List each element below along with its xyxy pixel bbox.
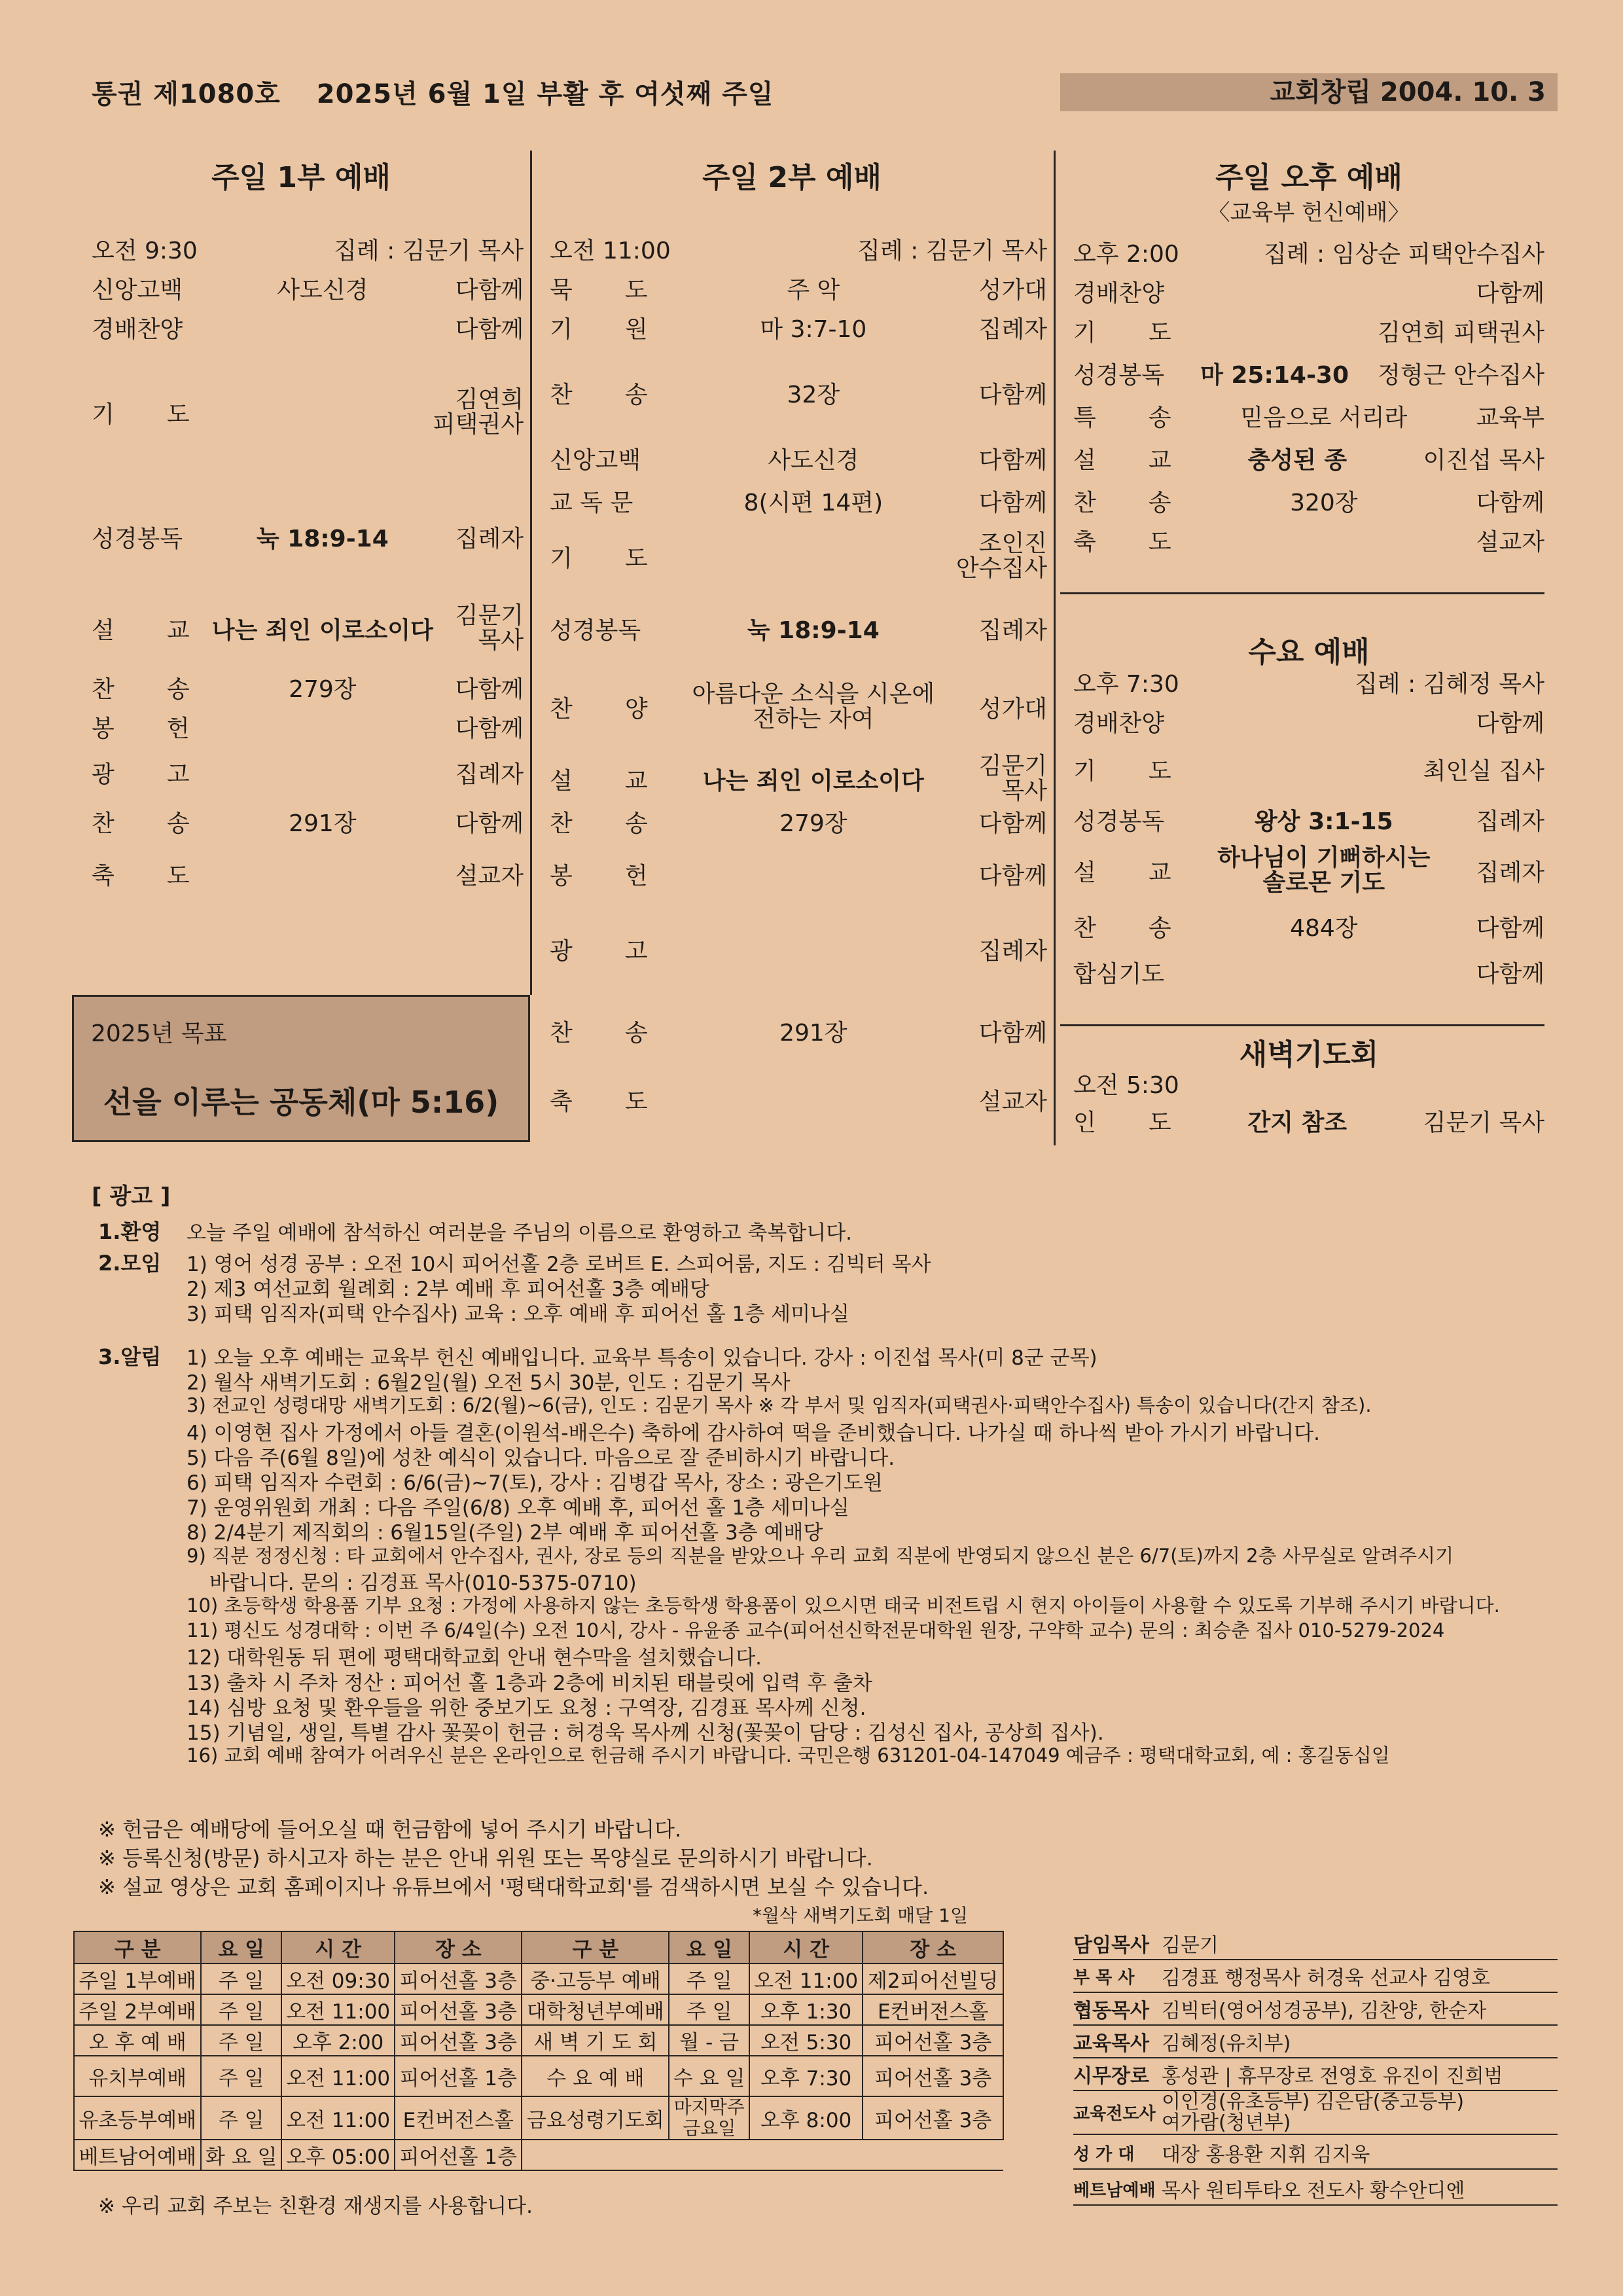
dawn-value: 간지 참조 <box>1247 1109 1347 1136</box>
service2-row-label: 기 도 <box>550 545 648 572</box>
notice-item: 15) 기념일, 생일, 특별 감사 꽃꽂이 헌금 : 허경욱 목사께 신청(꽃꽂이 담당 : 김성신 집사, 공상희 집사). <box>187 1721 1104 1745</box>
service2-row-label: 찬 송 <box>550 381 648 408</box>
column-divider-2 <box>1054 151 1056 1145</box>
service2-row <box>550 308 1047 347</box>
notice-item: 11) 평신도 성경대학 : 이번 주 6/4일(수) 오전 10시, 강사 - 유윤종 교수(피어선신학전문대학원 원장, 구약학 교수) 문의 : 최승춘 집사 010-5279-2024 <box>187 1619 1445 1642</box>
goal-text: 선을 이루는 공동체(마 5:16) <box>103 1085 499 1120</box>
service2-row-label: 설 교 <box>550 767 648 795</box>
service3-row <box>1073 396 1544 435</box>
staff-names: 김문기 <box>1162 1934 1219 1957</box>
wednesday-row-label: 성경봉독 <box>1073 808 1165 835</box>
service3-row <box>1073 481 1544 520</box>
schedule-cell: 오전 11:00 <box>281 1994 395 2025</box>
schedule-cell: 주일 1부예배 <box>74 1964 201 1994</box>
schedule-cell: E컨버전스홀 <box>395 2096 522 2140</box>
service2-title: 주일 2부 예배 <box>702 161 882 194</box>
service1-row-person: 김문기 목사 <box>455 602 524 654</box>
service1-row-label: 신앙고백 <box>92 276 183 304</box>
wednesday-row-content: 왕상 3:1-15 <box>1255 808 1393 835</box>
notice-item: 12) 대학원동 뒤 편에 평택대학교회 안내 현수막을 설치했습니다. <box>187 1646 762 1670</box>
column-divider-1 <box>530 151 532 995</box>
service3-row-person: 정형근 안수집사 <box>1378 361 1544 389</box>
schedule-cell: 오전 5:30 <box>749 2025 863 2056</box>
service3-row <box>1073 353 1544 393</box>
service1-row-person: 다함께 <box>455 810 524 837</box>
service2-row-content: 291장 <box>779 1019 847 1047</box>
dawn-title: 새벽기도회 <box>1239 1038 1379 1071</box>
schedule-note: *월삭 새벽기도회 매달 1일 <box>753 1905 968 1926</box>
service1-row-content: 나는 죄인 이로소이다 <box>211 617 433 644</box>
service2-row-person: 성가대 <box>978 695 1047 723</box>
schedule-header-cell: 요 일 <box>669 1931 749 1964</box>
schedule-cell: 마지막주 금요일 <box>669 2096 749 2140</box>
notice-item: 10) 초등학생 학용품 기부 요청 : 가정에 사용하지 않는 초등학생 학용품이 있으시면 태국 비전트립 시 현지 아이들이 사용할 수 있도록 기부해 주시기 바랍니다. <box>187 1594 1500 1617</box>
notice-item: 6) 피택 임직자 수련회 : 6/6(금)~7(토), 강사 : 김병갑 목사, 장소 : 광은기도원 <box>187 1471 883 1495</box>
dawn-label: 인 도 <box>1073 1109 1171 1136</box>
service1-row <box>92 386 524 438</box>
notice-item: 13) 출차 시 주차 정산 : 피어선 홀 1층과 2층에 비치된 태블릿에 입력 후 출차 <box>187 1671 872 1695</box>
wednesday-row-content: 하나님이 기뻐하시는 솔로몬 기도 <box>1217 844 1431 896</box>
staff-names: 홍성관 | 휴무장로 전영호 유진이 진희범 <box>1162 2065 1503 2088</box>
dawn-time: 오전 5:30 <box>1073 1071 1179 1099</box>
notice-item: 2) 월삭 새벽기도회 : 6월2일(월) 오전 5시 30분, 인도 : 김문기 목사 <box>187 1371 791 1395</box>
service2-row-person: 설교자 <box>978 1088 1047 1115</box>
welcome-key: 1.환영 <box>98 1219 162 1244</box>
service2-row <box>550 753 1047 804</box>
service1-row-person: 다함께 <box>455 276 524 304</box>
service1-row-label: 축 도 <box>92 862 190 889</box>
staff-names: 김빅터(영어성경공부), 김찬양, 한순자 <box>1162 2000 1487 2022</box>
wednesday-row-person: 다함께 <box>1476 709 1544 737</box>
wednesday-row-label: 설 교 <box>1073 859 1171 886</box>
service2-row-content: 눅 18:9-14 <box>747 617 880 644</box>
service2-row-person: 다함께 <box>978 1019 1047 1047</box>
notice-item: 7) 운영위원회 개최 : 다음 주일(6/8) 오후 예배 후, 피어선 홀 1층 세미나실 <box>187 1496 849 1520</box>
service1-row <box>92 517 524 556</box>
schedule-cell: 중·고등부 예배 <box>522 1964 669 1994</box>
service3-row-content: 320장 <box>1290 489 1358 516</box>
schedule-cell: 화 요 일 <box>201 2140 281 2170</box>
wednesday-title: 수요 예배 <box>1248 636 1370 669</box>
wednesday-row-label: 기 도 <box>1073 757 1171 785</box>
schedule-cell: 주 일 <box>201 2025 281 2056</box>
service2-row-person: 성가대 <box>978 276 1047 304</box>
welcome-text: 오늘 주일 예배에 참석하신 여러분을 주님의 이름으로 환영하고 축복합니다. <box>187 1221 853 1245</box>
wednesday-row-label: 찬 송 <box>1073 914 1171 942</box>
service1-row <box>92 602 524 654</box>
service1-row <box>92 308 524 347</box>
footer-note: ※ 우리 교회 주보는 친환경 재생지를 사용합니다. <box>98 2195 533 2218</box>
schedule-cell: 주 일 <box>201 1994 281 2025</box>
schedule-cell: 새 벽 기 도 회 <box>522 2025 669 2056</box>
service2-row-person: 집례자 <box>978 617 1047 644</box>
service1-row <box>92 668 524 707</box>
service2-row <box>550 1011 1047 1050</box>
service1-row-person: 다함께 <box>455 715 524 742</box>
schedule-cell: 오후 05:00 <box>281 2140 395 2170</box>
service2-row-content: 주 악 <box>787 276 840 304</box>
wednesday-row <box>1073 800 1544 839</box>
schedule-row <box>74 2025 1003 2056</box>
service2-row-label: 축 도 <box>550 1088 648 1115</box>
schedule-cell: 주 일 <box>201 2056 281 2096</box>
wednesday-row <box>1073 749 1544 789</box>
notice-key: 3.알림 <box>98 1344 162 1369</box>
wednesday-time: 오후 7:30 <box>1073 670 1179 698</box>
service1-row-content: 사도신경 <box>277 276 368 304</box>
service2-row-person: 집례자 <box>978 937 1047 965</box>
dawn-person: 김문기 목사 <box>1423 1109 1544 1136</box>
schedule-header-cell: 시 간 <box>281 1931 395 1964</box>
schedule-cell: 금요성령기도회 <box>522 2096 669 2140</box>
notice-item: 바랍니다. 문의 : 김경표 목사(010-5375-0710) <box>209 1571 637 1595</box>
staff-row <box>1073 1993 1558 2026</box>
service3-time-row <box>1073 232 1544 272</box>
wednesday-row-person: 최인실 집사 <box>1423 757 1544 785</box>
wednesday-row-label: 합심기도 <box>1073 960 1165 988</box>
service3-row <box>1073 311 1544 350</box>
service2-row-person: 다함께 <box>978 446 1047 474</box>
schedule-cell: 오전 11:00 <box>281 2096 395 2140</box>
schedule-cell: 수 요 일 <box>669 2056 749 2096</box>
schedule-cell: 오전 11:00 <box>749 1964 863 1994</box>
staff-role: 교육목사 <box>1073 2032 1149 2055</box>
staff-role: 성 가 대 <box>1073 2144 1135 2164</box>
wednesday-row-label: 경배찬양 <box>1073 709 1165 737</box>
schedule-cell: 오 후 예 배 <box>74 2025 201 2056</box>
service3-row-person: 이진섭 목사 <box>1423 446 1544 474</box>
staff-row <box>1073 2058 1558 2091</box>
service3-row-person: 김연희 피택권사 <box>1378 319 1544 346</box>
service3-row-label: 경배찬양 <box>1073 279 1165 307</box>
service3-row-label: 기 도 <box>1073 319 1171 346</box>
service1-row-label: 찬 송 <box>92 675 190 703</box>
service3-leader: 집례 : 임상순 피택안수집사 <box>1264 240 1544 268</box>
service1-row-content: 눅 18:9-14 <box>256 525 389 552</box>
schedule-cell: 피어선홀 3층 <box>395 1964 522 1994</box>
service3-row <box>1073 272 1544 311</box>
schedule-header-row <box>74 1931 1003 1964</box>
schedule-cell: 피어선홀 3층 <box>395 1994 522 2025</box>
schedule-cell: 베트남어예배 <box>74 2140 201 2170</box>
notice-item: 14) 심방 요청 및 환우들을 위한 중보기도 요청 : 구역장, 김경표 목사께 신청. <box>187 1696 866 1720</box>
notice-item: 4) 이영현 집사 가정에서 아들 결혼(이원석-배은수) 축하에 감사하여 떡을 준비했습니다. 나가실 때 하나씩 받아 가시기 바랍니다. <box>187 1421 1321 1445</box>
bulletin-header <box>92 73 800 111</box>
service1-time: 오전 9:30 <box>92 237 198 264</box>
staff-role: 협동목사 <box>1073 2000 1149 2022</box>
service2-row-person: 김문기 목사 <box>978 753 1047 804</box>
ads-title: [ 광고 ] <box>92 1183 171 1210</box>
schedule-cell: 유치부예배 <box>74 2056 201 2096</box>
schedule-cell: 대학청년부예배 <box>522 1994 669 2025</box>
schedule-cell: 피어선홀 3층 <box>863 2096 1003 2140</box>
service3-row-label: 특 송 <box>1073 404 1171 431</box>
staff-role: 부 목 사 <box>1073 1967 1135 1988</box>
staff-row <box>1073 2173 1558 2206</box>
notice-item: 5) 다음 주(6월 8일)에 성찬 예식이 있습니다. 마음으로 잘 준비하시기 바랍니다. <box>187 1446 895 1470</box>
service2-row <box>550 530 1047 582</box>
service2-row-content: 마 3:7-10 <box>760 315 867 343</box>
service2-row-content: 32장 <box>787 381 840 408</box>
service1-row-person: 다함께 <box>455 315 524 343</box>
service2-row-label: 묵 도 <box>550 276 648 304</box>
service2-row-label: 광 고 <box>550 937 648 965</box>
schedule-cell: 피어선홀 3층 <box>863 2025 1003 2056</box>
service3-row-content: 믿음으로 서리라 <box>1240 404 1408 431</box>
service1-row-label: 성경봉독 <box>92 525 183 552</box>
service2-row-person: 다함께 <box>978 489 1047 516</box>
service3-title: 주일 오후 예배 <box>1215 161 1402 194</box>
notice-item: 8) 2/4분기 제직회의 : 6월15일(주일) 2부 예배 후 피어선홀 3층 예배당 <box>187 1521 823 1545</box>
footnote-item: ※ 설교 영상은 교회 홈페이지나 유튜브에서 '평택대학교회'를 검색하시면 보실 수 있습니다. <box>98 1874 929 1899</box>
service2-row-content: 나는 죄인 이로소이다 <box>702 767 924 795</box>
service2-row <box>550 609 1047 648</box>
wednesday-row <box>1073 906 1544 946</box>
schedule-cell: 오후 8:00 <box>749 2096 863 2140</box>
service2-row <box>550 802 1047 841</box>
service2-row-content: 아름다운 소식을 시온에 전하는 자여 <box>692 681 935 732</box>
schedule-cell: 수 요 예 배 <box>522 2056 669 2096</box>
schedule-cell: 오후 2:00 <box>281 2025 395 2056</box>
service2-row-person: 다함께 <box>978 862 1047 889</box>
staff-row <box>1073 2137 1558 2170</box>
service1-row <box>92 268 524 308</box>
service2-row <box>550 681 1047 732</box>
service1-row-label: 설 교 <box>92 617 190 644</box>
schedule-cell: 오전 11:00 <box>281 2056 395 2096</box>
service1-row-person: 다함께 <box>455 675 524 703</box>
notice-item: 3) 전교인 성령대망 새벽기도회 : 6/2(월)~6(금), 인도 : 김문기 목사 ※ 각 부서 및 임직자(피택권사·피택안수집사) 특송이 있습니다(간지 참조). <box>187 1394 1372 1417</box>
service2-row-person: 다함께 <box>978 810 1047 837</box>
wednesday-leader: 집례 : 김혜정 목사 <box>1355 670 1544 698</box>
schedule-cell: 주 일 <box>669 1994 749 2025</box>
service2-row-label: 찬 양 <box>550 695 648 723</box>
service3-row-person: 다함께 <box>1476 279 1544 307</box>
service3-row-content: 마 25:14-30 <box>1200 361 1349 389</box>
wednesday-row-person: 다함께 <box>1476 960 1544 988</box>
service3-subtitle: 〈교육부 헌신예배〉 <box>1207 200 1410 226</box>
staff-row <box>1073 2091 1558 2135</box>
schedule-cell: 오전 09:30 <box>281 1964 395 1994</box>
service1-row-label: 봉 헌 <box>92 715 190 742</box>
notice-item: 9) 직분 정정신청 : 타 교회에서 안수집사, 권사, 장로 등의 직분을 받았으나 우리 교회 직분에 반영되지 않으신 분은 6/7(토)까지 2층 사무실로 알려주시기 <box>187 1544 1454 1567</box>
schedule-cell: 피어선홀 1층 <box>395 2140 522 2170</box>
service2-time-row <box>550 229 1047 268</box>
service3-row-content: 충성된 종 <box>1247 446 1347 474</box>
goal-box <box>72 995 530 1142</box>
service1-title: 주일 1부 예배 <box>211 161 391 194</box>
service1-row-label: 광 고 <box>92 761 190 788</box>
schedule-cell: 피어선홀 3층 <box>863 2056 1003 2096</box>
schedule-row <box>74 2140 1003 2170</box>
dawn-leader-row <box>1073 1101 1544 1140</box>
service2-row-person: 조인진 안수집사 <box>955 530 1047 582</box>
service1-leader: 집례 : 김문기 목사 <box>334 237 524 264</box>
wednesday-row-person: 다함께 <box>1476 914 1544 942</box>
wednesday-row <box>1073 952 1544 992</box>
schedule-cell: 주 일 <box>201 1964 281 1994</box>
service2-row-content: 사도신경 <box>768 446 859 474</box>
schedule-table <box>73 1931 1004 2171</box>
service1-row-person: 집례자 <box>455 761 524 788</box>
service2-row-person: 집례자 <box>978 315 1047 343</box>
service3-row-person: 다함께 <box>1476 489 1544 516</box>
divider-wednesday <box>1060 1024 1544 1026</box>
staff-row <box>1073 1960 1558 1993</box>
service2-row-content: 279장 <box>779 810 847 837</box>
staff-names: 이인경(유초등부) 김은담(중고등부) 여가람(청년부) <box>1162 2090 1465 2134</box>
service1-row-person: 김연희 피택권사 <box>432 386 524 438</box>
staff-names: 목사 원티투타오 전도사 황수안디엔 <box>1162 2179 1465 2202</box>
service3-row <box>1073 439 1544 478</box>
service2-row-label: 교 독 문 <box>550 489 633 516</box>
service1-row <box>92 802 524 841</box>
schedule-header-cell: 장 소 <box>395 1931 522 1964</box>
service3-time: 오후 2:00 <box>1073 240 1179 268</box>
notice-item: 1) 오늘 오후 예배는 교육부 헌신 예배입니다. 교육부 특송이 있습니다. 강사 : 이진섭 목사(미 8군 군목) <box>187 1346 1097 1370</box>
service1-row-person: 집례자 <box>455 525 524 552</box>
schedule-cell: 월 - 금 <box>669 2025 749 2056</box>
service1-row-label: 기 도 <box>92 401 190 428</box>
staff-names: 대장 홍용환 지휘 김지욱 <box>1162 2144 1370 2166</box>
meeting-item: 3) 피택 임직자(피택 안수집사) 교육 : 오후 예배 후 피어선 홀 1층 세미나실 <box>187 1302 849 1326</box>
service1-row-label: 경배찬양 <box>92 315 183 343</box>
service1-row <box>92 854 524 893</box>
service3-row-label: 축 도 <box>1073 528 1171 556</box>
schedule-cell: 피어선홀 3층 <box>395 2025 522 2056</box>
meeting-key: 2.모임 <box>98 1251 162 1276</box>
schedule-row <box>74 2056 1003 2096</box>
service1-time-row <box>92 229 524 268</box>
meeting-item: 1) 영어 성경 공부 : 오전 10시 피어선홀 2층 로버트 E. 스피어룸, 지도 : 김빅터 목사 <box>187 1253 931 1276</box>
schedule-cell: 주 일 <box>201 2096 281 2140</box>
service2-row <box>550 268 1047 308</box>
staff-role: 베트남예배 <box>1073 2180 1156 2200</box>
schedule-header-cell: 시 간 <box>749 1931 863 1964</box>
service2-row <box>550 1080 1047 1119</box>
volume-number: 통권 제1080호 <box>92 79 281 109</box>
bulletin-date: 2025년 6월 1일 부활 후 여섯째 주일 <box>316 79 774 109</box>
staff-row <box>1073 1928 1558 1960</box>
footnote-item: ※ 등록신청(방문) 하시고자 하는 분은 안내 위원 또는 목양실로 문의하시기 바랍니다. <box>98 1846 873 1871</box>
notice-item: 16) 교회 예배 참여가 어려우신 분은 온라인으로 헌금해 주시기 바랍니다. 국민은행 631201-04-147049 예금주 : 평택대학교회, 예 : 홍길동십일 <box>187 1744 1390 1767</box>
wednesday-row-person: 집례자 <box>1476 859 1544 886</box>
service3-row-label: 설 교 <box>1073 446 1171 474</box>
wednesday-row <box>1073 844 1544 896</box>
wednesday-time-row <box>1073 662 1544 702</box>
service1-row <box>92 707 524 746</box>
service2-time: 오전 11:00 <box>550 237 671 264</box>
service3-row-person: 설교자 <box>1476 528 1544 556</box>
service1-row-content: 291장 <box>289 810 357 837</box>
schedule-cell: 유초등부예배 <box>74 2096 201 2140</box>
service2-row-label: 신앙고백 <box>550 446 641 474</box>
service1-row-person: 설교자 <box>455 862 524 889</box>
service2-row <box>550 929 1047 969</box>
service2-leader: 집례 : 김문기 목사 <box>857 237 1047 264</box>
schedule-cell: 주 일 <box>669 1964 749 1994</box>
schedule-row <box>74 2096 1003 2140</box>
staff-names: 김혜정(유치부) <box>1162 2032 1291 2055</box>
service1-row-content: 279장 <box>289 675 357 703</box>
staff-role: 교육전도사 <box>1073 2104 1156 2124</box>
schedule-cell: 피어선홀 1층 <box>395 2056 522 2096</box>
service2-row-label: 성경봉독 <box>550 617 641 644</box>
divider-afternoon <box>1060 592 1544 594</box>
service1-row <box>92 753 524 792</box>
staff-role: 시무장로 <box>1073 2065 1149 2088</box>
wednesday-row <box>1073 702 1544 741</box>
service2-row <box>550 373 1047 412</box>
service3-row-person: 교육부 <box>1476 404 1544 431</box>
service3-row <box>1073 520 1544 560</box>
staff-names: 김경표 행정목사 허경욱 선교사 김영호 <box>1162 1967 1490 1990</box>
staff-row <box>1073 2026 1558 2058</box>
schedule-cell: 제2피어선빌딩 <box>863 1964 1003 1994</box>
schedule-cell: 주일 2부예배 <box>74 1994 201 2025</box>
service2-row-label: 찬 송 <box>550 1019 648 1047</box>
service2-row <box>550 854 1047 893</box>
schedule-cell: 오후 1:30 <box>749 1994 863 2025</box>
staff-role: 담임목사 <box>1073 1934 1149 1957</box>
service2-row-content: 8(시편 14편) <box>743 489 883 516</box>
service3-row-label: 성경봉독 <box>1073 361 1165 389</box>
footnote-item: ※ 헌금은 예배당에 들어오실 때 헌금함에 넣어 주시기 바랍니다. <box>98 1817 682 1842</box>
service2-row <box>550 439 1047 478</box>
service2-row-label: 기 원 <box>550 315 648 343</box>
wednesday-row-content: 484장 <box>1290 914 1358 942</box>
schedule-cell: E컨버전스홀 <box>863 1994 1003 2025</box>
service2-row <box>550 481 1047 520</box>
wednesday-row-person: 집례자 <box>1476 808 1544 835</box>
service2-row-label: 찬 송 <box>550 810 648 837</box>
schedule-header-cell: 요 일 <box>201 1931 281 1964</box>
service2-row-person: 다함께 <box>978 381 1047 408</box>
schedule-row <box>74 1994 1003 2025</box>
schedule-header-cell: 구 분 <box>522 1931 669 1964</box>
schedule-header-cell: 장 소 <box>863 1931 1003 1964</box>
service1-row-label: 찬 송 <box>92 810 190 837</box>
schedule-empty-cell <box>522 2140 1003 2170</box>
meeting-item: 2) 제3 여선교회 월례회 : 2부 예배 후 피어선홀 3층 예배당 <box>187 1278 709 1301</box>
founded-date: 교회창립 2004. 10. 3 <box>1060 73 1558 111</box>
goal-label: 2025년 목표 <box>91 1020 227 1047</box>
dawn-time-row <box>1073 1064 1544 1103</box>
schedule-cell: 오후 7:30 <box>749 2056 863 2096</box>
schedule-row <box>74 1964 1003 1994</box>
service2-row-label: 봉 헌 <box>550 862 648 889</box>
schedule-header-cell: 구 분 <box>74 1931 201 1964</box>
service3-row-label: 찬 송 <box>1073 489 1171 516</box>
